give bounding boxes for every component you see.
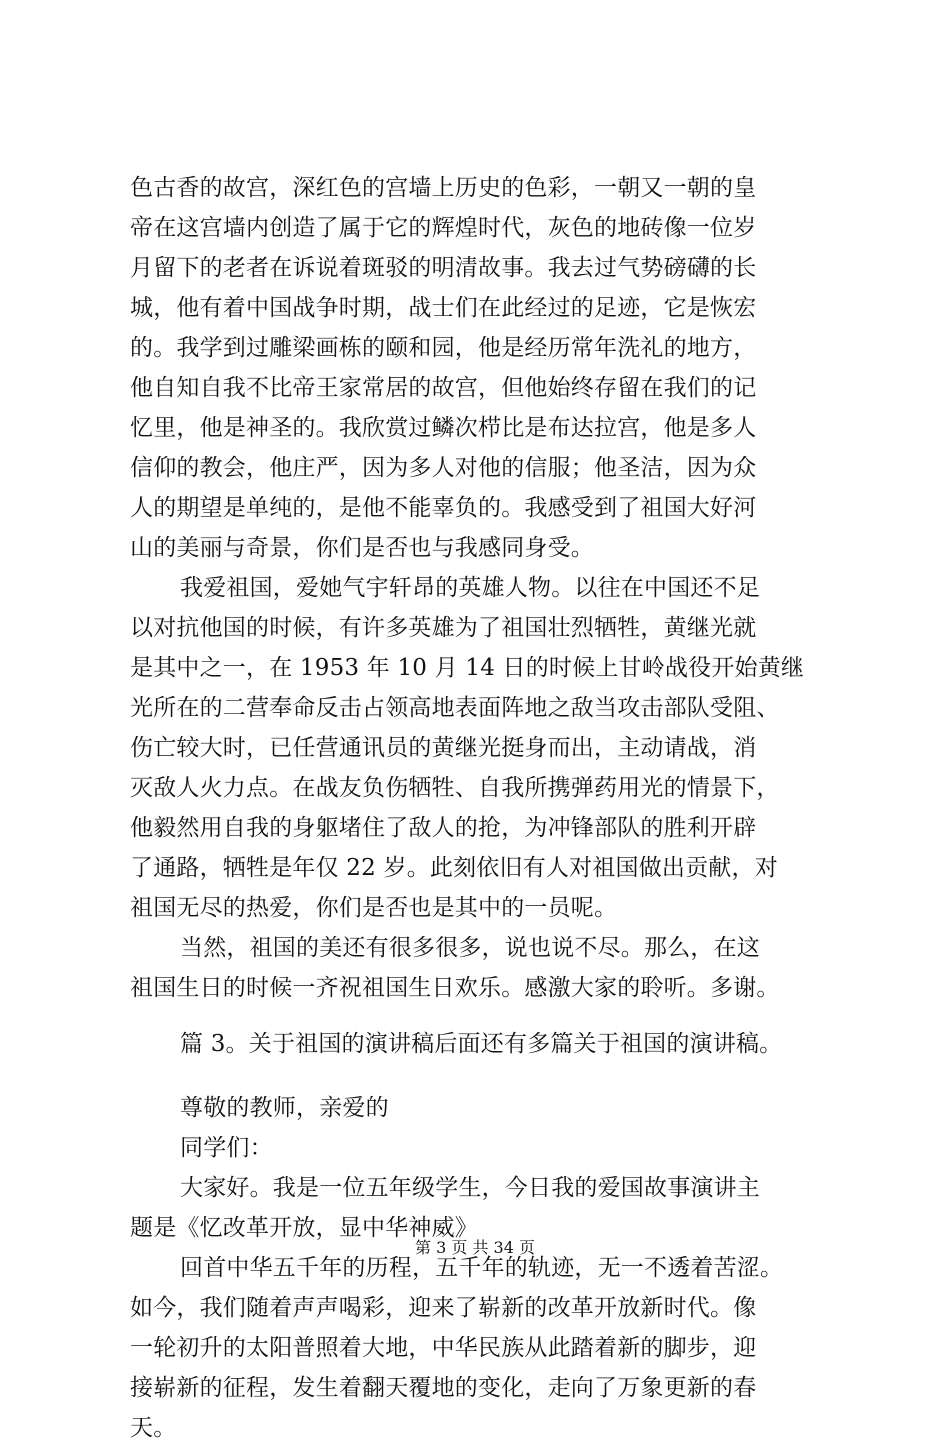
salutation <box>130 1088 840 1168</box>
text-line: 他自知自我不比帝王家常居的故宫，但他始终存留在我们的记 <box>130 375 757 401</box>
text-line: 忆里，他是神圣的。我欣赏过鳞次栉比是布达拉宫，他是多人 <box>130 415 757 441</box>
text-line: 信仰的教会，他庄严，因为多人对他的信服；他圣洁，因为众 <box>130 455 757 481</box>
text-line: 了通路，牺牲是年仅 22 岁。此刻依旧有人对祖国做出贡献，对 <box>130 855 778 881</box>
section-heading: 篇 3。关于祖国的演讲稿后面还有多篇关于祖国的演讲稿。 <box>180 1031 783 1057</box>
text-line: 山的美丽与奇景，你们是否也与我感同身受。 <box>130 535 594 561</box>
paragraph-5 <box>130 1248 840 1448</box>
text-line: 光所在的二营奉命反击占领高地表面阵地之敌当攻击部队受阻、 <box>130 695 780 721</box>
paragraph-2 <box>130 568 840 928</box>
text-line: 祖国无尽的热爱，你们是否也是其中的一员呢。 <box>130 895 618 921</box>
text-line: 尊敬的教师，亲爱的 <box>180 1095 389 1121</box>
text-line: 帝在这宫墙内创造了属于它的辉煌时代，灰色的地砖像一位岁 <box>130 215 757 241</box>
text-line: 同学们： <box>180 1135 273 1161</box>
text-line: 大家好。我是一位五年级学生，今日我的爱国故事演讲主 <box>180 1175 760 1201</box>
text-line: 如今，我们随着声声喝彩，迎来了崭新的改革开放新时代。像 <box>130 1295 757 1321</box>
text-line: 灭敌人火力点。在战友负伤牺牲、自我所携弹药用光的情景下， <box>130 775 780 801</box>
text-line: 的。我学到过雕梁画栋的颐和园，他是经历常年洗礼的地方， <box>130 335 757 361</box>
text-line: 以对抗他国的时候，有许多英雄为了祖国壮烈牺牲，黄继光就 <box>130 615 757 641</box>
text-line: 回首中华五千年的历程，五千年的轨迹，无一不透着苦涩。 <box>180 1255 784 1281</box>
paragraph-1 <box>130 168 840 568</box>
text-line: 色古香的故宫，深红色的宫墙上历史的色彩，一朝又一朝的皇 <box>130 175 757 201</box>
text-line: 人的期望是单纯的，是他不能辜负的。我感受到了祖国大好河 <box>130 495 757 521</box>
text-line: 祖国生日的时候一齐祝祖国生日欢乐。感激大家的聆听。多谢。 <box>130 975 780 1001</box>
paragraph-4 <box>130 1168 840 1248</box>
text-line: 题是《忆改革开放，显中华神威》 <box>130 1215 478 1241</box>
page-footer <box>0 1238 950 1258</box>
page-number: 第 3 页 共 34 页 <box>415 1238 535 1257</box>
text-line: 接崭新的征程，发生着翻天覆地的变化，走向了万象更新的春 <box>130 1375 757 1401</box>
paragraph-3 <box>130 928 840 1008</box>
text-line: 天。 <box>130 1415 177 1441</box>
text-line: 是其中之一，在 1953 年 10 月 14 日的时候上甘岭战役开始黄继 <box>130 655 805 681</box>
text-line: 我爱祖国，爱她气宇轩昂的英雄人物。以往在中国还不足 <box>180 575 760 601</box>
text-line: 月留下的老者在诉说着斑驳的明清故事。我去过气势磅礴的长 <box>130 255 757 281</box>
text-line: 他毅然用自我的身躯堵住了敌人的抢，为冲锋部队的胜利开辟 <box>130 815 757 841</box>
text-line: 一轮初升的太阳普照着大地，中华民族从此踏着新的脚步，迎 <box>130 1335 757 1361</box>
text-line: 当然，祖国的美还有很多很多，说也说不尽。那么，在这 <box>180 935 760 961</box>
text-line: 伤亡较大时，已任营通讯员的黄继光挺身而出，主动请战，消 <box>130 735 757 761</box>
text-line: 城，他有着中国战争时期，战士们在此经过的足迹，它是恢宏 <box>130 295 757 321</box>
